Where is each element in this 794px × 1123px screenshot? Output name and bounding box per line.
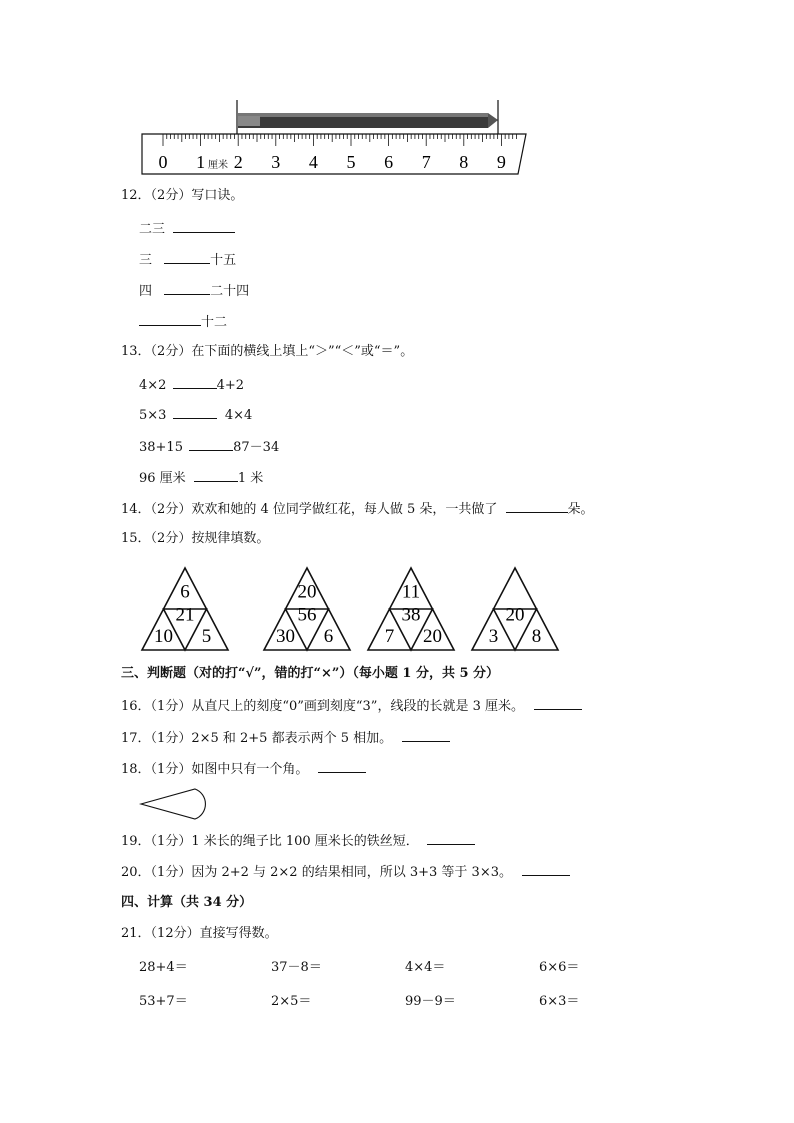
- calc-1-1: 28+4＝: [139, 960, 188, 975]
- ruler-number: 5: [346, 152, 356, 172]
- ruler-number: 3: [271, 152, 281, 172]
- triangle-left-number: 7: [384, 625, 395, 647]
- q18-text: 18．（1分）如图中只有一个角。: [121, 762, 309, 777]
- q12-item-1: [139, 219, 235, 239]
- q12-item-4: [139, 312, 227, 332]
- q18: [121, 759, 366, 779]
- q20-blank[interactable]: [522, 862, 570, 876]
- q13-item-2: [139, 405, 252, 425]
- q16-blank[interactable]: [534, 696, 582, 710]
- ruler-with-pencil-figure: [138, 98, 533, 178]
- calc-2-1: 53+7＝: [139, 994, 188, 1009]
- q19: [121, 831, 475, 851]
- q13-label: 13．（2分）在下面的横线上填上“＞”“＜”或“＝”。: [121, 344, 414, 359]
- q13-item-4: [139, 468, 263, 488]
- number-triangle: [142, 568, 228, 650]
- q17-text: 17．（1分）2×5 和 2+5 都表示两个 5 相加。: [121, 731, 393, 746]
- q21-label: 21．（12分）直接写得数。: [121, 926, 278, 941]
- q19-blank[interactable]: [427, 831, 475, 845]
- q12-item-2-left: 三: [139, 253, 153, 268]
- q13-item-4-right: 1 米: [237, 471, 264, 486]
- q15-triangles-figure: [138, 562, 578, 654]
- q13-item-3-blank[interactable]: [189, 437, 233, 451]
- triangle-right-number: 20: [423, 625, 442, 647]
- triangle-left-number: 3: [488, 625, 499, 647]
- q17-blank[interactable]: [402, 728, 450, 742]
- triangle-right-number: 8: [531, 625, 542, 647]
- calc-2-3: 99－9＝: [405, 994, 456, 1009]
- calc-1-2: 37－8＝: [271, 960, 322, 975]
- ruler-number: 8: [459, 152, 469, 172]
- triangle-top-number: 6: [180, 581, 190, 603]
- q13-item-1-right: 4+2: [216, 378, 245, 393]
- q12-item-2: [139, 250, 236, 270]
- q13-item-3: [139, 437, 279, 457]
- number-triangle: [264, 568, 350, 650]
- section3-heading: 三、判断题（对的打“√”，错的打“×”）（每小题 1 分，共 5 分）: [121, 666, 500, 681]
- triangle-left-number: 10: [154, 625, 173, 647]
- number-triangle: [472, 568, 558, 650]
- q13-item-2-blank[interactable]: [173, 405, 217, 419]
- ruler-number: 1: [196, 152, 206, 172]
- triangle-top-number: 20: [297, 581, 317, 603]
- number-triangle: [368, 568, 454, 650]
- ruler-number: 7: [421, 152, 431, 172]
- triangle-left-number: 30: [276, 625, 295, 647]
- ruler-number: 6: [384, 152, 394, 172]
- q14: [121, 499, 594, 519]
- triangle-middle-number: 20: [505, 604, 525, 626]
- q12-item-1-left: 二三: [139, 222, 166, 237]
- calc-2-2: 2×5＝: [271, 994, 312, 1009]
- q13-item-2-left: 5×3: [139, 408, 167, 423]
- q12-item-3-right: 二十四: [210, 284, 250, 299]
- calc-1-4: 6×6＝: [539, 960, 580, 975]
- q12-item-4-blank[interactable]: [139, 312, 201, 326]
- q12-item-3-left: 四: [139, 284, 153, 299]
- q12-item-4-right: 十二: [201, 315, 228, 330]
- q14-text: 14．（2分）欢欢和她的 4 位同学做红花，每人做 5 朵，一共做了: [121, 502, 498, 517]
- ruler-number: 9: [496, 152, 506, 172]
- q13-item-4-blank[interactable]: [194, 468, 238, 482]
- q13-item-1-left: 4×2: [139, 378, 167, 393]
- q12-item-2-blank[interactable]: [164, 250, 210, 264]
- q13-item-1: [139, 375, 244, 395]
- q16-text: 16．（1分）从直尺上的刻度“0”画到刻度“3”，线段的长就是 3 厘米。: [121, 699, 524, 714]
- ruler-number: 4: [308, 152, 318, 172]
- triangle-middle-number: 21: [175, 604, 195, 626]
- ruler-number: 0: [158, 152, 168, 172]
- q13-item-4-left: 96 厘米: [139, 471, 186, 486]
- q18-angle-figure: [138, 786, 214, 822]
- q16: [121, 696, 582, 716]
- q15-label: 15．（2分）按规律填数。: [121, 531, 270, 546]
- triangle-right-number: 5: [201, 625, 212, 647]
- triangle-middle-number: 38: [401, 604, 421, 626]
- q12-item-3-blank[interactable]: [164, 281, 210, 295]
- triangle-middle-number: 56: [297, 604, 317, 626]
- q17: [121, 728, 450, 748]
- calc-1-3: 4×4＝: [405, 960, 446, 975]
- q12-item-1-blank[interactable]: [173, 219, 235, 233]
- q19-text: 19．（1分）1 米长的绳子比 100 厘米长的铁丝短．: [121, 834, 419, 849]
- q13-item-3-right: 87－34: [233, 440, 280, 455]
- q14-blank[interactable]: [506, 499, 568, 513]
- pencil: [238, 113, 498, 128]
- section4-heading: 四、计算（共 34 分）: [121, 895, 253, 910]
- q12-item-2-right: 十五: [210, 253, 237, 268]
- q12-item-3: [139, 281, 249, 301]
- triangle-right-number: 6: [323, 625, 334, 647]
- q12-label: 12．（2分）写口诀。: [121, 188, 244, 203]
- ruler-number: 2: [233, 152, 243, 172]
- q14-tail: 朵。: [567, 502, 594, 517]
- q18-blank[interactable]: [318, 759, 366, 773]
- q13-item-1-blank[interactable]: [173, 375, 217, 389]
- q20: [121, 862, 570, 882]
- calc-2-4: 6×3＝: [539, 994, 580, 1009]
- ruler-unit: 厘米: [208, 160, 228, 171]
- q13-item-3-left: 38+15: [139, 440, 183, 455]
- q13-item-2-right: 4×4: [224, 408, 253, 423]
- triangle-top-number: 11: [401, 581, 421, 603]
- q20-text: 20．（1分）因为 2+2 与 2×2 的结果相同，所以 3+3 等于 3×3。: [121, 865, 512, 880]
